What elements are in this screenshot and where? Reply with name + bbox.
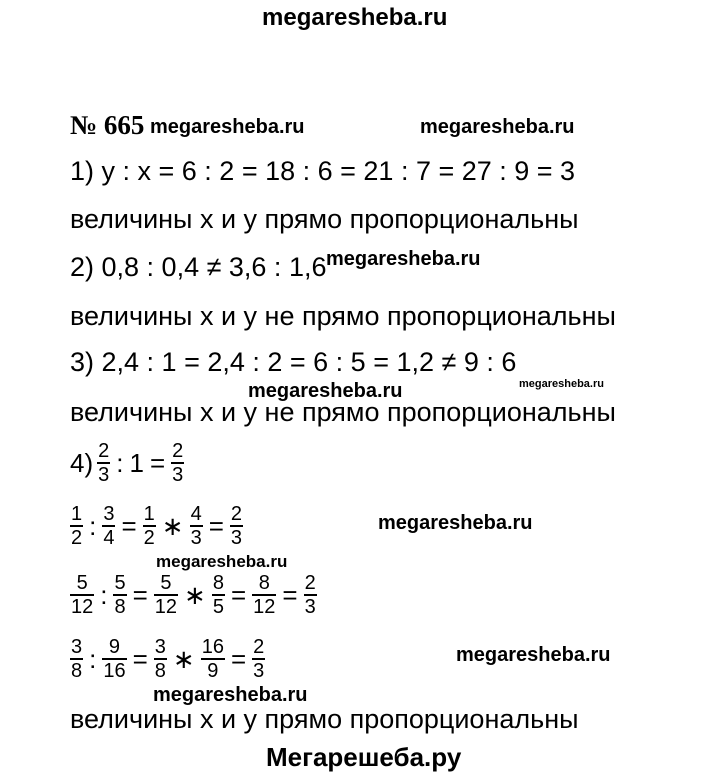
watermark: megaresheba.ru [248,380,403,402]
fraction: $\frac{2}{3}$ [304,572,316,618]
item-3-equation: 3) 2,4 : 1 = 2,4 : 2 = 6 : 5 = 1,2 ≠ 9 : 6 [70,347,517,377]
fraction: $\frac{8}{12}$ [253,572,276,618]
fraction: $\frac{3}{8}$ [71,636,83,682]
watermark: megaresheba.ru [150,116,305,138]
item-4-row-3: $\frac{3}{8}$ : $\frac{9}{16}$ = $\frac{3}{8}$ ∗ $\frac{16}{9}$ = $\frac{2}{3}$ [71,636,265,682]
fraction: $\frac{1}{2}$ [143,503,155,549]
fraction: $\frac{2}{3}$ [172,440,184,486]
item-3-conclusion: величины х и у не прямо пропорциональны [70,397,616,427]
item-4-header: 4) $\frac{2}{3}$ : 1 = $\frac{2}{3}$ [70,440,184,486]
item-4-row-2: $\frac{5}{12}$ : $\frac{5}{8}$ = $\frac{5}{12}$ ∗ $\frac{8}{5}$ = $\frac{8}{12}$ = $\frac{2}{3}$ [71,572,316,618]
fraction: $\frac{3}{4}$ [103,503,115,549]
fraction: $\frac{1}{2}$ [71,503,83,549]
watermark: megaresheba.ru [326,248,481,270]
fraction: $\frac{9}{16}$ [103,636,126,682]
problem-number: № 665 [70,110,145,140]
watermark: megaresheba.ru [420,116,575,138]
fraction: $\frac{2}{3}$ [253,636,265,682]
item-4-row-1: $\frac{1}{2}$ : $\frac{3}{4}$ = $\frac{1}{2}$ ∗ $\frac{4}{3}$ = $\frac{2}{3}$ [71,503,243,549]
fraction: $\frac{5}{12}$ [154,572,178,618]
item-1-conclusion: величины х и у прямо пропорциональны [70,204,579,234]
item-1-equation: 1) y : x = 6 : 2 = 18 : 6 = 21 : 7 = 27 : 9 = 3 [70,156,576,186]
item-4-label: 4) [70,447,94,478]
watermark: megaresheba.ru [156,552,288,571]
watermark: megaresheba.ru [153,684,308,706]
fraction: $\frac{5}{12}$ [71,572,94,618]
fraction: $\frac{2}{3}$ [230,503,243,549]
fraction: $\frac{8}{5}$ [212,572,224,618]
item-4-conclusion: величины х и у прямо пропорциональны [70,704,579,734]
fraction: $\frac{16}{9}$ [201,636,224,682]
item-2-conclusion: величины х и у не прямо пропорциональны [70,301,616,331]
watermark-top: megaresheba.ru [262,4,448,31]
watermark-small: megaresheba.ru [519,378,604,390]
fraction: $\frac{2}{3}$ [98,440,110,486]
fraction: $\frac{4}{3}$ [190,503,202,549]
fraction: $\frac{3}{8}$ [154,636,166,682]
watermark: megaresheba.ru [378,512,533,534]
fraction: $\frac{5}{8}$ [114,572,126,618]
footer-site-name: Мегарешеба.ру [266,742,462,772]
watermark: megaresheba.ru [456,644,611,666]
item-2-equation: 2) 0,8 : 0,4 ≠ 3,6 : 1,6 [70,252,327,282]
